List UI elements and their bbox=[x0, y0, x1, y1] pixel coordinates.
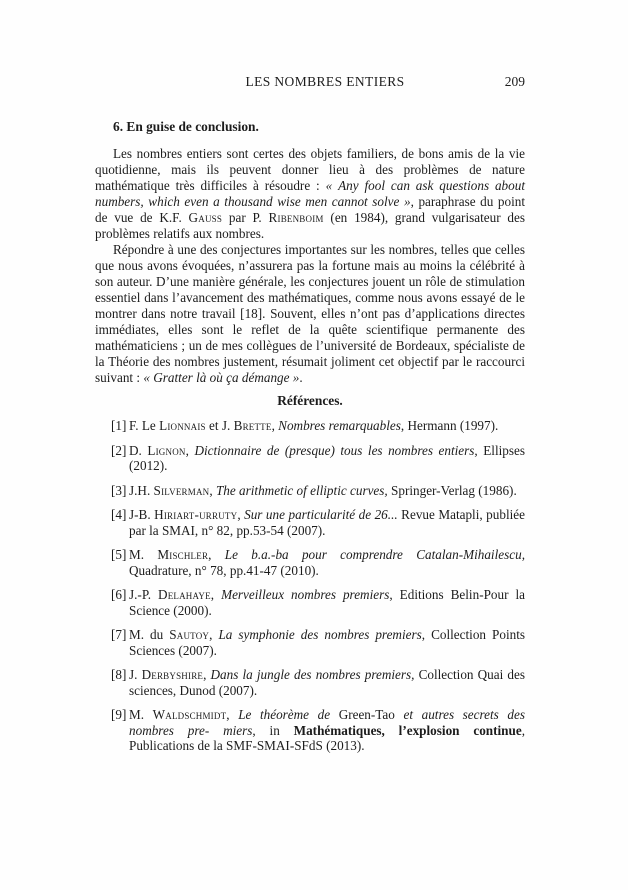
text-segment: , bbox=[226, 707, 239, 722]
text-segment: J.-P. bbox=[129, 587, 158, 602]
paragraph bbox=[95, 242, 525, 386]
reference-item bbox=[95, 707, 525, 754]
text-segment: « Gratter là où ça démange » bbox=[143, 370, 300, 385]
reference-item bbox=[95, 418, 525, 434]
reference-item bbox=[95, 443, 525, 474]
text-segment: et J. bbox=[205, 418, 234, 433]
reference-label: [2] bbox=[111, 442, 127, 458]
text-segment: Dictionnaire de (presque) tous les nombres entiers bbox=[194, 442, 475, 458]
text-segment: , bbox=[209, 482, 216, 498]
text-segment: J.H. bbox=[129, 482, 154, 498]
text-segment: Dans la jungle des nombres premiers, bbox=[210, 667, 415, 682]
text-segment: Mathématiques, l’explosion continue bbox=[293, 722, 522, 738]
text-segment: . bbox=[299, 370, 303, 385]
text-segment: , Collection Points Sciences (2007). bbox=[129, 627, 525, 658]
text-segment: Delahaye bbox=[157, 587, 211, 602]
text-segment: J. bbox=[129, 667, 142, 682]
text-segment: , bbox=[210, 587, 222, 602]
references-list bbox=[95, 418, 525, 754]
page-number: 209 bbox=[504, 74, 525, 89]
text-segment: Waldschmidt bbox=[152, 707, 227, 722]
text-segment: Silverman bbox=[153, 482, 210, 498]
text-segment: par P. bbox=[222, 210, 269, 225]
reference-label: [4] bbox=[111, 507, 127, 522]
text-segment: Nombres remarquables bbox=[278, 418, 401, 433]
text-segment: et autres secrets des nombres pre- miers bbox=[129, 707, 525, 738]
paragraph bbox=[95, 146, 525, 242]
text-segment: Sautoy bbox=[169, 627, 210, 642]
reference-label: [6] bbox=[111, 587, 127, 602]
text-segment: The arithmetic of elliptic curves, bbox=[215, 482, 388, 498]
text-segment: , Publications de la SMF-SMAI-SFdS (2013). bbox=[129, 722, 525, 753]
reference-item bbox=[95, 547, 525, 578]
text-segment: , Editions Belin-Pour la Science (2000). bbox=[129, 587, 526, 618]
text-segment: , bbox=[209, 627, 219, 642]
references-heading: Références. bbox=[277, 393, 343, 408]
running-title: LES NOMBRES ENTIERS bbox=[245, 74, 405, 89]
text-segment: Gauss bbox=[188, 210, 223, 225]
reference-item bbox=[95, 667, 525, 698]
reference-item bbox=[95, 627, 525, 658]
text-segment: Mischler bbox=[157, 547, 209, 562]
reference-label: [7] bbox=[111, 627, 127, 642]
text-segment: , Ellipses (2012). bbox=[129, 442, 525, 473]
text-segment: Le théorème de bbox=[238, 707, 339, 722]
text-segment: Green-Tao bbox=[338, 707, 404, 722]
text-segment: Lionnais bbox=[159, 418, 206, 433]
text-segment: Répondre à une des conjectures importantes sur les nombres, telles que celles que nous avons évoquées, n’assurera pas la fortune mais au moins la célébrité à son auteur. D’une manière générale, les conjectures jouent un rôle de stimulation essentiel dans l’avancement des mathématiques, comme nous avons essayé de le montrer dans notre travail [18]. Souvent, elles n’ont pas d’applications directes immédiates, elles sont le reflet de la quête scientifique permanente des mathématiciens ; un de mes collègues de l’université de Bordeaux, spécialiste de la Théorie des nombres justement, résumait joliment cet objectif par le raccourci suivant : bbox=[95, 242, 525, 385]
text-segment: Hiriart-urruty bbox=[154, 507, 238, 522]
text-segment: , bbox=[203, 667, 211, 682]
text-segment: F. Le bbox=[129, 418, 160, 433]
reference-label: [8] bbox=[111, 667, 127, 682]
text-segment: M. bbox=[129, 547, 158, 562]
text-segment: D. bbox=[129, 442, 148, 458]
section-heading: 6. En guise de conclusion. bbox=[113, 119, 259, 134]
reference-item bbox=[95, 483, 525, 499]
text-segment: (en 1984), grand vulgarisateur des problèmes relatifs aux nombres. bbox=[95, 210, 525, 241]
text-segment: , in bbox=[252, 722, 294, 738]
text-segment: « Any fool can ask questions about numbers, which even a thousand wise men cannot solve » bbox=[95, 178, 526, 209]
text-segment: , Hermann (1997). bbox=[400, 418, 499, 433]
text-segment: La symphonie des nombres premiers bbox=[218, 627, 422, 642]
reference-label: [5] bbox=[111, 547, 127, 562]
reference-label: [1] bbox=[111, 418, 127, 433]
text-segment: Quadrature, n° 78, pp.41-47 (2010). bbox=[129, 562, 319, 578]
text-segment: , bbox=[185, 442, 195, 458]
reference-item bbox=[95, 507, 525, 538]
reference-item bbox=[95, 587, 525, 618]
text-segment: M. du bbox=[129, 627, 170, 642]
text-column bbox=[95, 0, 525, 754]
text-segment: Lignon bbox=[147, 442, 186, 458]
text-segment: Brette bbox=[233, 418, 272, 433]
text-segment: Springer-Verlag (1986). bbox=[387, 482, 517, 498]
text-segment: Le b.a.-ba pour comprendre Catalan-Mihailescu, bbox=[224, 547, 525, 562]
text-segment: Ribenboim bbox=[268, 210, 324, 225]
text-segment: , bbox=[237, 507, 245, 522]
text-segment: M. bbox=[129, 707, 153, 722]
text-segment: Sur une particularité de 26... bbox=[244, 507, 398, 522]
text-segment: Merveilleux nombres premiers bbox=[221, 587, 390, 602]
running-header bbox=[95, 73, 525, 90]
text-segment: Collection Quai des sciences, Dunod (2007). bbox=[129, 667, 525, 698]
body-paragraphs bbox=[95, 146, 525, 386]
text-segment: Derbyshire bbox=[141, 667, 204, 682]
text-segment: Les nombres entiers sont certes des objets familiers, de bons amis de la vie quotidienne, mais ils peuvent donner lieu à des problèmes de nature mathématique très difficiles à résoudre : bbox=[95, 146, 525, 193]
text-segment: Revue Matapli, publiée par la SMAI, n° 82, pp.53-54 (2007). bbox=[129, 507, 525, 538]
text-segment: , paraphrase du point de vue de K.F. bbox=[95, 194, 526, 225]
text-segment: , bbox=[271, 418, 279, 433]
reference-label: [3] bbox=[111, 482, 127, 498]
text-segment: , bbox=[208, 547, 225, 562]
reference-label: [9] bbox=[111, 707, 127, 722]
text-segment: J-B. bbox=[129, 507, 155, 522]
